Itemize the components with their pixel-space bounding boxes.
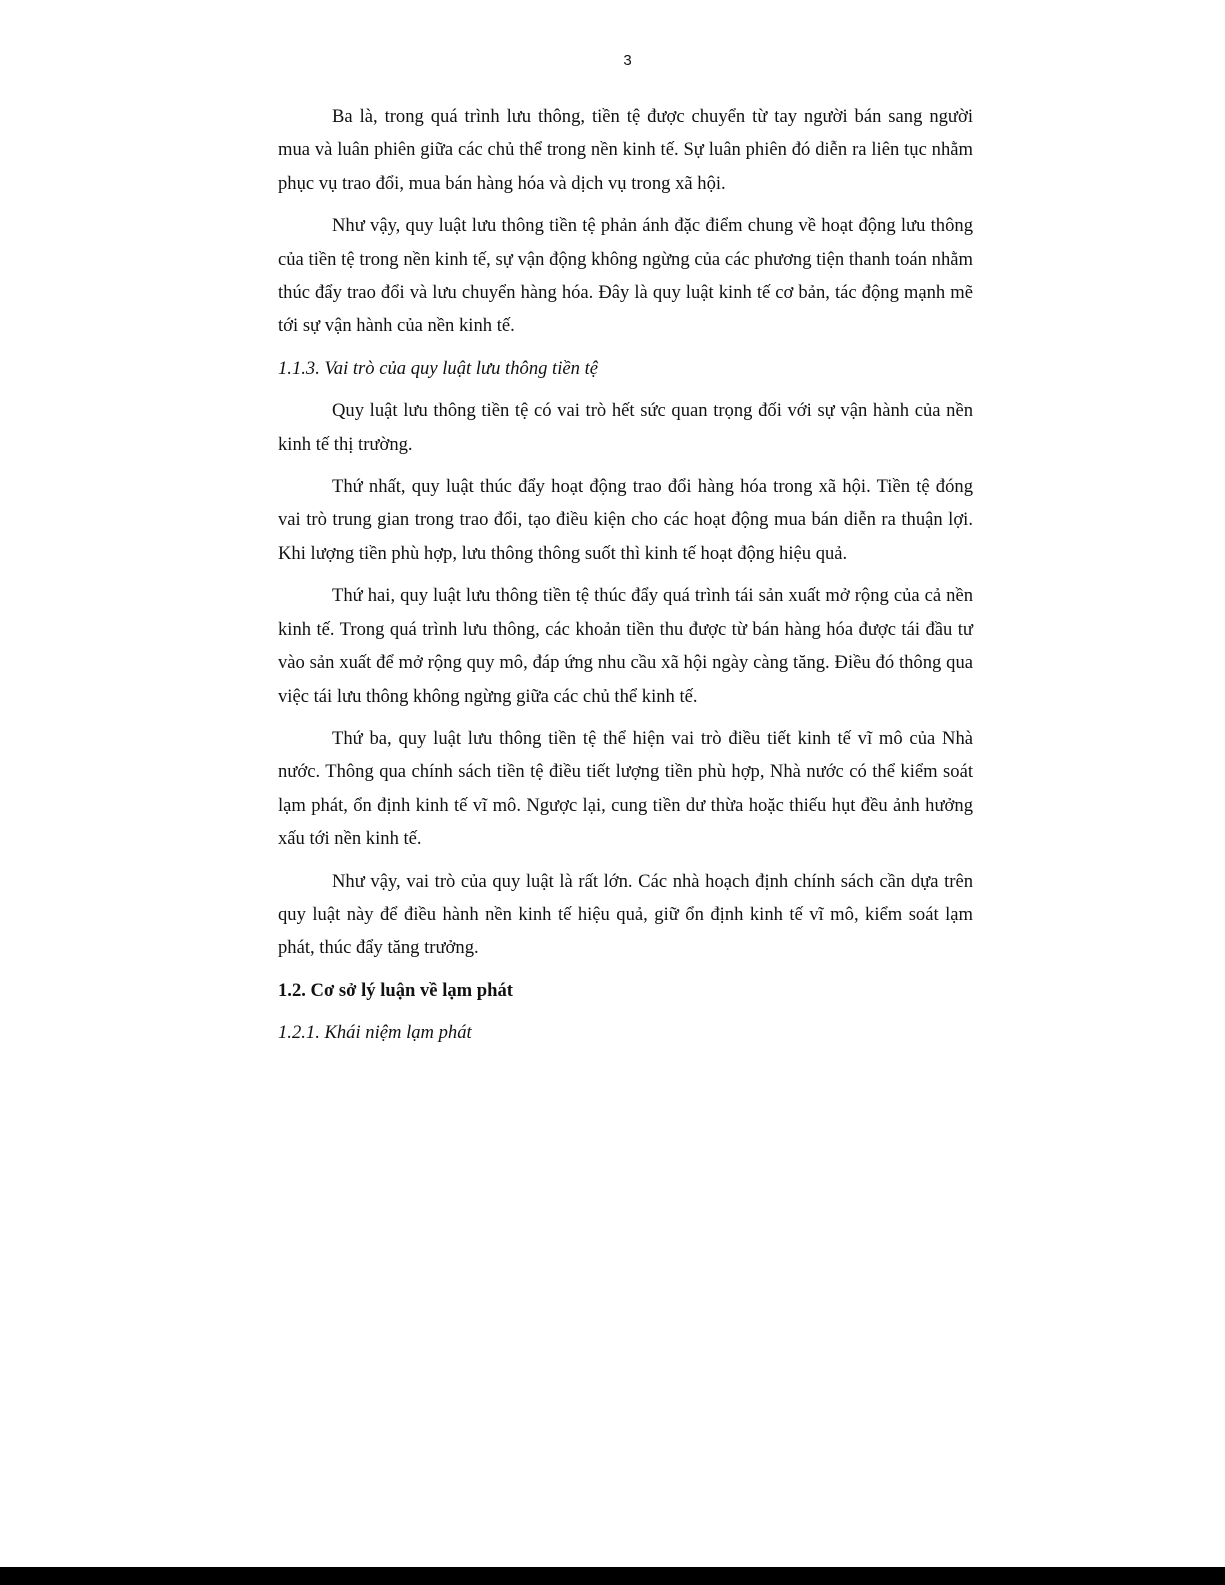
paragraph-law-summary: Như vậy, quy luật lưu thông tiền tệ phản ánh đặc điểm chung về hoạt động lưu thông của tiền tệ trong nền kinh tế, sự vận động không ngừng của các phương tiện thanh toán nhằm thúc đẩy trao đổi và lưu chuyển hàng hóa. Đây là quy luật kinh tế cơ bản, tác động mạnh mẽ tới sự vận hành của nền kinh tế. <box>278 215 973 337</box>
paragraph-role-third: Thứ ba, quy luật lưu thông tiền tệ thể hiện vai trò điều tiết kinh tế vĩ mô của Nhà nước. Thông qua chính sách tiền tệ điều tiết lượng tiền phù hợp, Nhà nước có thể kiểm soát lạm phát, ổn định kinh tế vĩ mô. Ngược lại, cung tiền dư thừa hoặc thiếu hụt đều ảnh hưởng xấu tới nền kinh tế. <box>278 727 973 850</box>
document-body <box>278 100 973 1059</box>
section-heading-1-2: 1.2. Cơ sở lý luận về lạm phát <box>278 979 513 1001</box>
paragraph-money-rotation: Ba là, trong quá trình lưu thông, tiền tệ được chuyển từ tay người bán sang người mua và luân phiên giữa các chủ thể trong nền kinh tế. Sự luân phiên đó diễn ra liên tục nhằm phục vụ trao đổi, mua bán hàng hóa và dịch vụ trong xã hội. <box>278 106 973 194</box>
paragraph-role-first: Thứ nhất, quy luật thúc đẩy hoạt động trao đổi hàng hóa trong xã hội. Tiền tệ đóng vai trò trung gian trong trao đổi, tạo điều kiện cho các hoạt động mua bán diễn ra thuận lợi. Khi lượng tiền phù hợp, lưu thông thông suốt thì kinh tế hoạt động hiệu quả. <box>278 476 973 564</box>
page-bottom-border <box>0 1567 1225 1585</box>
paragraph-role-intro: Quy luật lưu thông tiền tệ có vai trò hết sức quan trọng đối với sự vận hành của nền kinh tế thị trường. <box>278 400 973 455</box>
paragraph-role-conclusion: Như vậy, vai trò của quy luật là rất lớn. Các nhà hoạch định chính sách cần dựa trên quy luật này để điều hành nền kinh tế hiệu quả, giữ ổn định kinh tế vĩ mô, kiểm soát lạm phát, thúc đẩy tăng trưởng. <box>278 870 973 959</box>
section-heading-1-2-1: 1.2.1. Khái niệm lạm phát <box>278 1022 472 1044</box>
paragraph-role-second: Thứ hai, quy luật lưu thông tiền tệ thúc đẩy quá trình tái sản xuất mở rộng của cả nền kinh tế. Trong quá trình lưu thông, các khoản tiền thu được từ bán hàng hóa được tái đầu tư vào sản xuất để mở rộng quy mô, đáp ứng nhu cầu xã hội ngày càng tăng. Điều đó thông qua việc tái lưu thông không ngừng giữa các chủ thể kinh tế. <box>278 585 973 707</box>
section-heading-1-1-3: 1.1.3. Vai trò của quy luật lưu thông tiền tệ <box>278 357 599 379</box>
page-number: 3 <box>623 52 632 69</box>
